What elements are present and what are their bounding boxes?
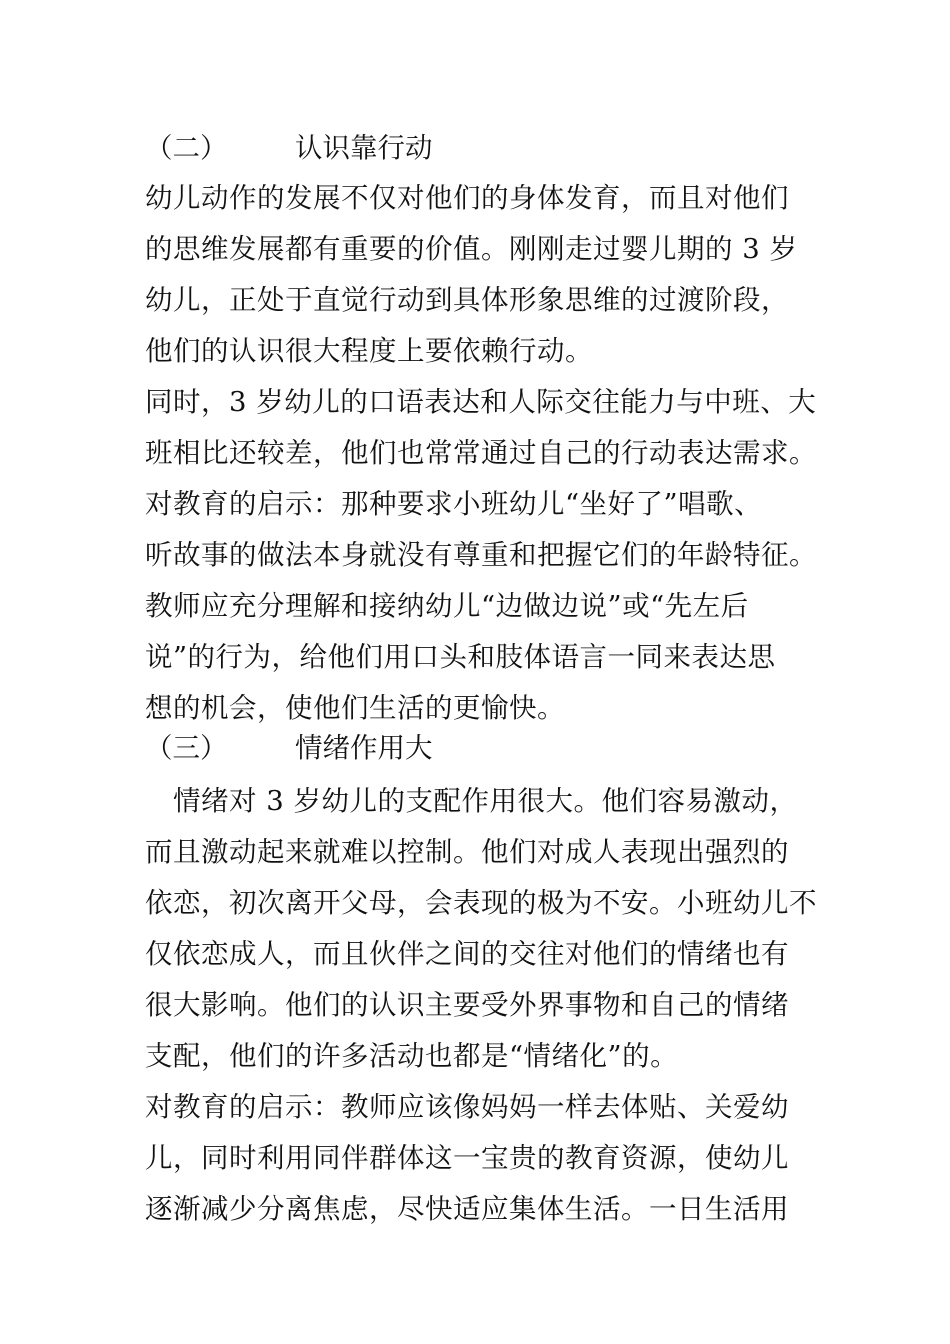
paragraph-line: 情绪对 3 岁幼儿的支配作用很大。他们容易激动， xyxy=(145,785,798,817)
section-title: 认识靠行动 xyxy=(295,132,433,164)
paragraph-line: 仅依恋成人，而且伙伴之间的交往对他们的情绪也有 xyxy=(145,938,789,970)
section-heading-3 xyxy=(145,730,433,766)
paragraph-line: 依恋，初次离开父母，会表现的极为不安。小班幼儿不 xyxy=(145,887,817,919)
section-heading-2 xyxy=(145,130,433,166)
paragraph-line: 而且激动起来就难以控制。他们对成人表现出强烈的 xyxy=(145,836,789,868)
paragraph-line: 支配，他们的许多活动也都是“情绪化”的。 xyxy=(145,1040,679,1072)
paragraph-line: 想的机会，使他们生活的更愉快。 xyxy=(145,692,565,724)
section-title: 情绪作用大 xyxy=(295,732,433,764)
paragraph-line: 说”的行为，给他们用口头和肢体语言一同来表达思 xyxy=(145,641,776,673)
paragraph-line: 班相比还较差，他们也常常通过自己的行动表达需求。 xyxy=(145,437,817,469)
paragraph-line: 的思维发展都有重要的价值。刚刚走过婴儿期的 3 岁 xyxy=(145,233,798,265)
paragraph-line: 他们的认识很大程度上要依赖行动。 xyxy=(145,335,593,367)
paragraph-line: 幼儿，正处于直觉行动到具体形象思维的过渡阶段， xyxy=(145,284,789,316)
paragraph-line: 幼儿动作的发展不仅对他们的身体发育，而且对他们 xyxy=(145,182,789,214)
paragraph-line: 同时，3 岁幼儿的口语表达和人际交往能力与中班、大 xyxy=(145,386,817,418)
paragraph-line: 对教育的启示：教师应该像妈妈一样去体贴、关爱幼 xyxy=(145,1091,789,1123)
paragraph-line: 对教育的启示：那种要求小班幼儿“坐好了”唱歌、 xyxy=(145,488,763,520)
paragraph-line: 教师应充分理解和接纳幼儿“边做边说”或“先左后 xyxy=(145,590,749,622)
section-number: （二） xyxy=(145,132,228,164)
paragraph-line: 很大影响。他们的认识主要受外界事物和自己的情绪 xyxy=(145,989,789,1021)
paragraph-line: 听故事的做法本身就没有尊重和把握它们的年龄特征。 xyxy=(145,539,817,571)
paragraph-line: 儿，同时利用同伴群体这一宝贵的教育资源，使幼儿 xyxy=(145,1142,789,1174)
paragraph-line: 逐渐减少分离焦虑，尽快适应集体生活。一日生活用 xyxy=(145,1193,789,1225)
section-number: （三） xyxy=(145,732,228,764)
